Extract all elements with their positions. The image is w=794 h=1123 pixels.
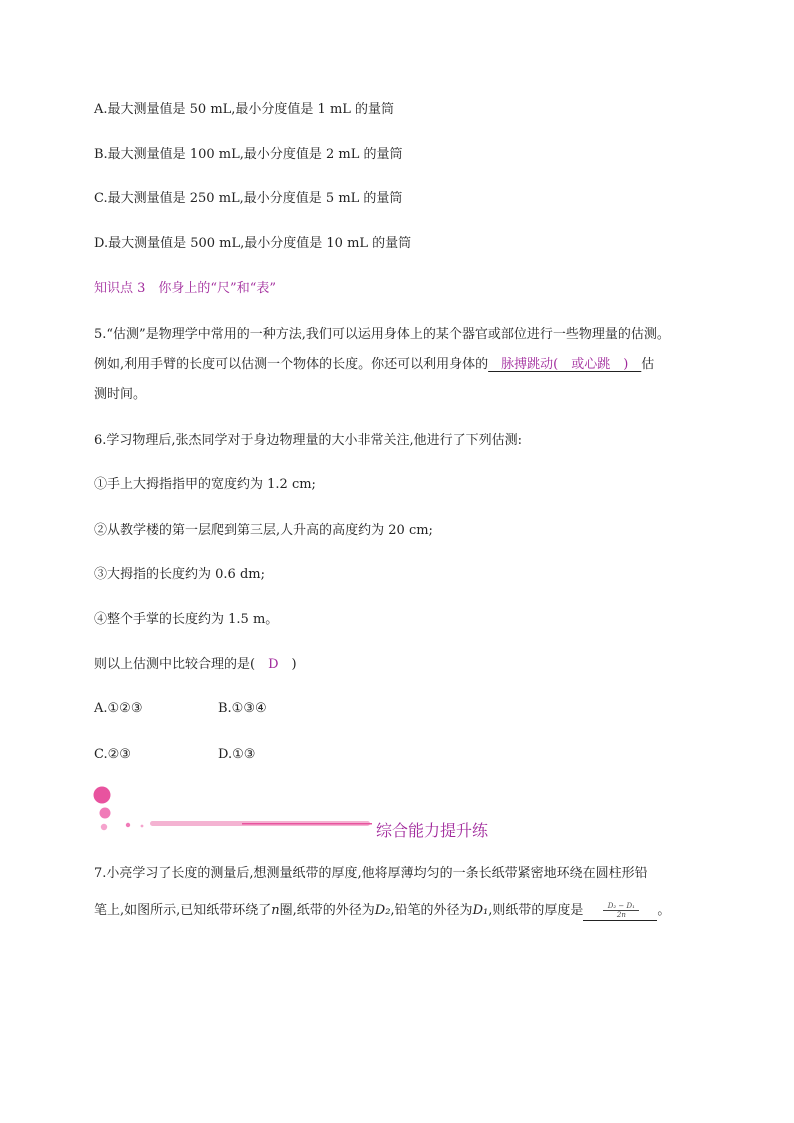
q6-option-c: C.②③ <box>94 747 131 762</box>
q7-line1: 7.小亮学习了长度的测量后,想测量纸带的厚度,他将厚薄均匀的一条长纸带紧密地环绕在圆柱形铅 <box>94 866 648 881</box>
q6-item4: ④整个手掌的长度约为 1.5 m。 <box>94 612 279 627</box>
banner-dot-2 <box>141 825 144 828</box>
q7-answer-fraction <box>603 902 639 919</box>
q7-line2 <box>94 902 670 921</box>
q6-option-b: B.①③④ <box>218 701 267 716</box>
q7-line2-c: ,铅笔的外径为 <box>390 903 473 918</box>
banner-circle-small <box>101 824 107 830</box>
q4-option-b: B.最大测量值是 100 mL,最小分度值是 2 mL 的量筒 <box>94 147 403 162</box>
q6-ask <box>94 656 297 674</box>
q7-line2-b: 圈,纸带的外径为 <box>279 903 375 918</box>
q7-d2: D₂ <box>374 903 391 918</box>
q7-answer-blank <box>583 902 657 921</box>
q6-item2: ②从教学楼的第一层爬到第三层,人升高的高度约为 20 cm; <box>94 523 433 538</box>
banner-circle-medium <box>100 808 111 819</box>
q7-line2-end: 。 <box>657 903 671 918</box>
q5-line1: 5.“估测”是物理学中常用的一种方法,我们可以运用身体上的某个器官或部位进行一些物理量的估测。 <box>94 327 670 342</box>
q7-d1: D₁ <box>472 903 489 918</box>
q4-option-c: C.最大测量值是 250 mL,最小分度值是 5 mL 的量筒 <box>94 191 403 206</box>
q6-stem: 6.学习物理后,张杰同学对于身边物理量的大小非常关注,他进行了下列估测: <box>94 433 523 448</box>
q5-line3: 测时间。 <box>94 387 147 402</box>
banner-circle-large <box>94 787 111 804</box>
q6-item1: ①手上大拇指指甲的宽度约为 1.2 cm; <box>94 477 316 492</box>
q4-option-a: A.最大测量值是 50 mL,最小分度值是 1 mL 的量筒 <box>94 102 395 117</box>
knowledge-point-heading: 知识点 3 你身上的“尺”和“表” <box>94 281 276 296</box>
q6-option-a: A.①②③ <box>94 701 143 716</box>
q5-line2 <box>94 356 654 374</box>
q6-option-d: D.①③ <box>218 747 256 762</box>
q6-item3: ③大拇指的长度约为 0.6 dm; <box>94 567 265 582</box>
fraction-numerator: D₂ − D₁ <box>607 902 635 910</box>
q4-option-d: D.最大测量值是 500 mL,最小分度值是 10 mL 的量筒 <box>94 236 412 251</box>
q5-line2-pre: 例如,利用手臂的长度可以估测一个物体的长度。你还可以利用身体的 <box>94 357 489 372</box>
q6-answer: D <box>255 657 292 672</box>
banner-dot-1 <box>126 823 130 827</box>
section-title: 综合能力提升练 <box>376 821 489 840</box>
fraction-denominator: 2n <box>616 911 626 919</box>
q5-line2-post: 估 <box>641 357 655 372</box>
q7-line2-a: 笔上,如图所示,已知纸带环绕了 <box>94 903 272 918</box>
q6-ask-post: ) <box>291 657 297 672</box>
q6-ask-pre: 则以上估测中比较合理的是( <box>94 657 256 672</box>
q5-answer: 脉搏跳动( 或心跳 ) <box>488 357 642 372</box>
banner-line <box>242 823 372 825</box>
q7-line2-d: ,则纸带的厚度是 <box>488 903 584 918</box>
q7-n: n <box>271 903 280 918</box>
